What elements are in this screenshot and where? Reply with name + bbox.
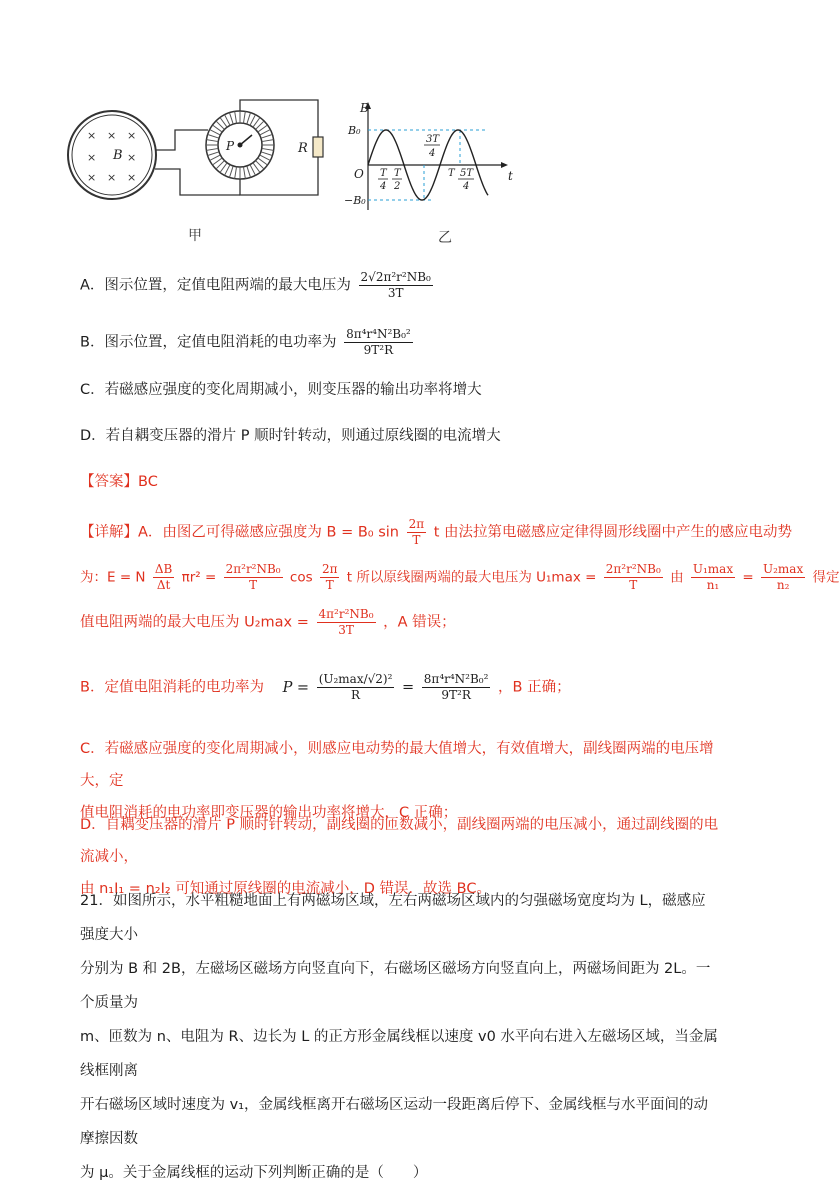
option-a-denominator: 3T — [387, 286, 404, 300]
a2-mid2: cos — [289, 569, 313, 586]
slider-pivot — [238, 143, 243, 148]
toroid-winding — [261, 134, 272, 138]
tick-t2-num: T — [394, 168, 401, 179]
x-axis-arrow — [501, 162, 508, 168]
toroid-winding — [229, 166, 233, 177]
wire-output-top — [240, 100, 318, 137]
svg-text:×: × — [87, 171, 97, 184]
explanation-b-f2 — [422, 672, 491, 703]
option-b — [80, 327, 416, 358]
svg-text:×: × — [127, 171, 137, 184]
explanation-a1-suffix: t 由法拉第电磁感应定律得圆形线圈中产生的感应电动势 — [433, 524, 793, 541]
explanation-a1-den: T — [412, 533, 421, 547]
r-label: R — [298, 141, 308, 156]
explanation-a1-num: 2π — [408, 517, 425, 531]
wire-output-bottom — [240, 157, 318, 195]
a2-f3-num: 2π — [321, 562, 338, 576]
question-21-line3: m、匝数为 n、电阻为 R、边长为 L 的正方形金属线框以速度 v0 水平向右进入左磁场区域，当金属线框刚离 — [80, 1029, 718, 1079]
a2-f5-num: U₁max — [692, 562, 734, 576]
toroid-winding — [210, 155, 221, 160]
x-axis-label: t — [508, 169, 513, 183]
option-a-text: A．图示位置，定值电阻两端的最大电压为 — [80, 277, 351, 294]
a2-suffix: 得定 — [812, 569, 840, 586]
question-21-line4: 开右磁场区域时速度为 v₁，金属线框离开右磁场区运动一段距离后停下、金属线框与水平面间的动摩擦因数 — [80, 1097, 708, 1147]
b-f2-num: 8π⁴r⁴N²B₀² — [423, 672, 489, 686]
toroid-winding — [260, 155, 271, 160]
toroid-winding — [225, 165, 230, 176]
option-c: C．若磁感应强度的变化周期减小，则变压器的输出功率将增大 — [80, 382, 482, 398]
a2-eq: = — [742, 569, 754, 586]
option-b-fraction — [344, 327, 413, 358]
explanation-a2-f6 — [761, 562, 805, 593]
neg-b0-label: −B₀ — [344, 194, 366, 207]
toroid-winding — [260, 130, 271, 135]
origin-label: O — [354, 167, 364, 181]
toroid-winding — [247, 113, 251, 124]
svg-text:×: × — [87, 151, 97, 164]
tick-t4-num: T — [380, 168, 387, 179]
toroid-winding — [262, 140, 274, 142]
explanation-b-f1 — [317, 672, 395, 703]
explanation-a2-f2 — [224, 562, 283, 593]
toroid-winding — [250, 165, 255, 176]
toroid-winding — [208, 134, 219, 138]
tick-t2-den: 2 — [394, 181, 401, 192]
figure-yi-graph — [344, 100, 518, 230]
question-21-line5: 为 μ。关于金属线框的运动下列判断正确的是（ ） — [80, 1165, 428, 1181]
a2-mid3: t 所以原线圈两端的最大电压为 U₁max = — [346, 569, 597, 586]
toroid-winding — [243, 167, 245, 179]
question-21-line1: 21．如图所示，水平粗糙地面上有两磁场区域，左右两磁场区域内的匀强磁场宽度均为 L，磁感应强度大小 — [80, 893, 706, 943]
question-21-line2: 分别为 B 和 2B，左磁场区磁场方向竖直向下，右磁场区磁场方向竖直向上，两磁场间距为 2L。一个质量为 — [80, 961, 711, 1011]
explanation-a2-f1 — [153, 562, 174, 593]
explanation-d-line1: D．自耦变压器的滑片 P 顺时针转动，副线圈的匝数减小，副线圈两端的电压减小，通过副线圈的电流减小， — [80, 817, 719, 865]
coil-circle — [68, 111, 156, 199]
toroid-winding — [235, 167, 237, 179]
question-21 — [80, 884, 720, 1190]
resistor — [313, 137, 323, 157]
tick-3t4-den: 4 — [429, 148, 436, 159]
explanation-b-eq: = — [402, 679, 415, 696]
explanation-a3-fraction — [317, 607, 376, 638]
explanation-b — [80, 672, 571, 703]
a2-f2-den: T — [249, 578, 258, 592]
explanation-a1-fraction — [407, 517, 427, 548]
a2-f5-den: n₁ — [706, 578, 720, 592]
toroid-winding — [206, 140, 218, 142]
option-d: D．若自耦变压器的滑片 P 顺时针转动，则通过原线圈的电流增大 — [80, 428, 501, 444]
explanation-d-line2: 由 n₁I₁ = n₂I₂ 可知通过原线圈的电流减小，D 错误．故选 BC。 — [80, 881, 491, 897]
a3-prefix: 值电阻两端的最大电压为 U₂max = — [80, 614, 309, 631]
a2-f3-den: T — [325, 578, 334, 592]
svg-text:×: × — [127, 129, 137, 142]
toroid-winding — [261, 152, 272, 156]
a2-f4-num: 2π²r²NB₀ — [605, 562, 661, 576]
a3-suffix: ，A 错误； — [383, 614, 456, 631]
a3-den: 3T — [338, 623, 354, 637]
toroid-winding — [250, 115, 255, 126]
svg-text:×: × — [107, 129, 117, 142]
explanation-c-line1: C．若磁感应强度的变化周期减小，则感应电动势的最大值增大，有效值增大，副线圈两端的电压增大，定 — [80, 741, 714, 789]
explanation-c-line2: 值电阻消耗的电功率即变压器的输出功率将增大，C 正确； — [80, 805, 458, 821]
a3-num: 4π²r²NB₀ — [318, 607, 374, 621]
figures — [60, 95, 520, 245]
y-axis-label: B — [360, 101, 369, 115]
a2-mid1: πr² = — [181, 569, 217, 586]
a2-f6-num: U₂max — [763, 562, 804, 576]
toroid-winding — [262, 148, 274, 150]
toroid-winding — [206, 148, 218, 150]
explanation-a2-f5 — [691, 562, 735, 593]
wire-upper — [155, 130, 208, 150]
explanation-a2-f4 — [604, 562, 663, 593]
a2-f2-num: 2π²r²NB₀ — [225, 562, 281, 576]
explanation-a-line1 — [80, 517, 792, 548]
figure-jia-label: 甲 — [188, 228, 202, 244]
toroid-winding — [235, 111, 237, 123]
a2-mid4: 由 — [670, 569, 684, 586]
b0-label: B₀ — [348, 124, 361, 137]
toroid-winding — [247, 166, 251, 177]
svg-text:×: × — [107, 171, 117, 184]
tick-t4-den: 4 — [380, 181, 387, 192]
b-f1-den: R — [351, 688, 361, 702]
a2-f6-den: n₂ — [776, 578, 790, 592]
explanation-b-suffix: ，B 正确； — [498, 679, 571, 696]
figure-yi-label: 乙 — [438, 230, 452, 246]
tick-3t4-num: 3T — [426, 134, 440, 145]
a2-f1-num: ΔB — [154, 562, 173, 576]
explanation-b-prefix: B．定值电阻消耗的电功率为 — [80, 679, 264, 696]
option-b-text: B．图示位置，定值电阻消耗的电功率为 — [80, 334, 337, 351]
explanation-a-line3 — [80, 607, 456, 638]
explanation-a1-prefix: 【详解】A．由图乙可得磁感应强度为 B = B₀ sin — [80, 524, 404, 541]
p-label: P — [226, 139, 235, 153]
explanation-a2-f3 — [320, 562, 340, 593]
svg-text:×: × — [87, 129, 97, 142]
option-b-numerator: 8π⁴r⁴N²B₀² — [346, 327, 411, 341]
a2-f1-den: Δt — [156, 578, 171, 592]
explanation-a-line2 — [80, 562, 840, 593]
wire-lower — [155, 169, 240, 195]
field-crosses — [87, 129, 136, 184]
toroid-winding — [225, 115, 230, 126]
explanation-a2-prefix: 为：E = N — [80, 569, 146, 586]
tick-t-label: T — [448, 168, 455, 179]
tick-5t4-num: 5T — [460, 168, 474, 179]
option-a — [80, 270, 436, 301]
toroid-winding — [208, 152, 219, 156]
option-a-numerator: 2√2π²r²NB₀ — [360, 270, 431, 284]
a2-f4-den: T — [629, 578, 638, 592]
b-f1-num: (U₂max/√2)² — [318, 672, 393, 686]
toroid-winding — [229, 113, 233, 124]
svg-text:×: × — [127, 151, 137, 164]
b-f2-den: 9T²R — [441, 688, 471, 702]
option-a-fraction — [359, 270, 433, 301]
toroid-winding — [210, 130, 221, 135]
option-b-denominator: 9T²R — [363, 343, 394, 357]
toroid-winding — [243, 111, 245, 123]
tick-5t4-den: 4 — [463, 181, 470, 192]
answer: 【答案】BC — [80, 474, 158, 490]
b-label: B — [113, 148, 123, 163]
explanation-b-p: P = — [282, 679, 310, 696]
